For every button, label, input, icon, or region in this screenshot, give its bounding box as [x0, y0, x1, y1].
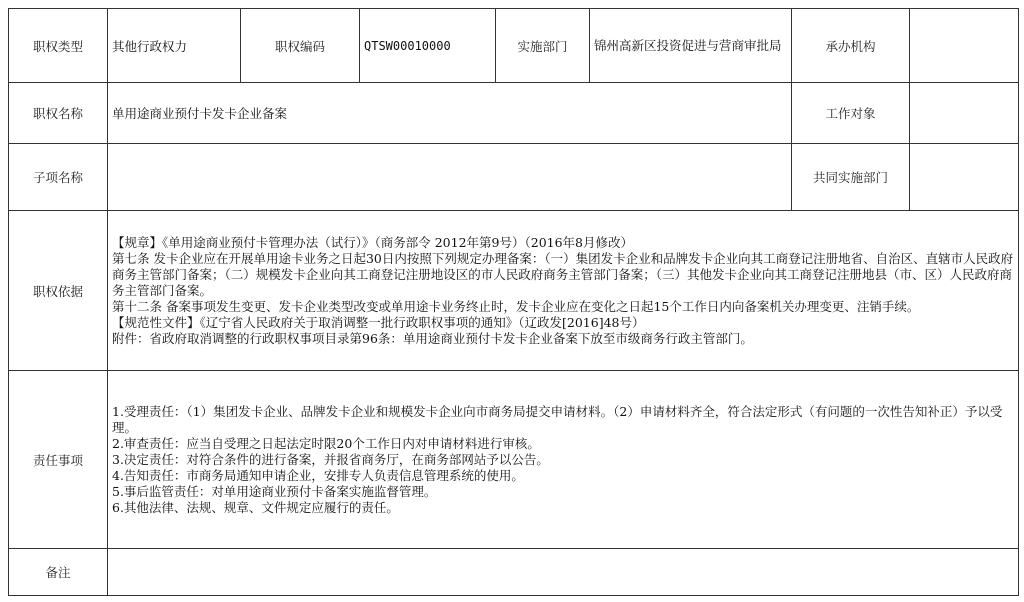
row-remark	[9, 549, 1019, 596]
legal-basis-line: 第七条 发卡企业应在开展单用途卡业务之日起30日内按照下列规定办理备案：（一）集团发卡企业和品牌发卡企业向其工商登记注册地省、自治区、直辖市人民政府商务主管部门备案；（二）规模发卡企业向其工商登记注册地设区的市人民政府商务主管部门备案；（三）其他发卡企业向其工商登记注册地县（市、区）人民政府商务主管部门备案。	[112, 250, 1014, 298]
joint-dept-label: 共同实施部门	[792, 144, 910, 211]
legal-basis-line: 【规章】《单用途商业预付卡管理办法（试行）》（商务部令 2012年第9号）（2016年8月修改）	[112, 234, 634, 250]
responsibility-line: 1.受理责任：（1）集团发卡企业、品牌发卡企业和规模发卡企业向市商务局提交申请材料。（2）申请材料齐全，符合法定形式（有问题的一次性告知补正）予以受理。	[112, 403, 1003, 435]
authority-code-label: 职权编码	[241, 9, 360, 83]
responsibility-line: 2.审查责任：应当自受理之日起法定时限20个工作日内对申请材料进行审核。	[112, 435, 540, 451]
legal-basis-line: 【规范性文件】《辽宁省人民政府关于取消调整一批行政职权事项的通知》（辽政发[2016]48号）	[112, 314, 645, 330]
remark-value	[108, 549, 1019, 596]
row-authority-type	[9, 9, 1019, 83]
implementing-dept-value: 锦州高新区投资促进与营商审批局	[590, 9, 792, 83]
authority-code-value: QTSW00010000	[360, 9, 496, 83]
row-authority-name	[9, 83, 1019, 144]
authority-type-label: 职权类型	[9, 9, 108, 83]
work-target-value	[910, 83, 1019, 144]
responsibility-label: 责任事项	[9, 371, 108, 549]
sub-item-value	[108, 144, 792, 211]
legal-basis-line: 第十二条 备案事项发生变更、发卡企业类型改变或单用途卡业务终止时，发卡企业应在变化之日起15个工作日内向备案机关办理变更、注销手续。	[112, 298, 920, 314]
legal-basis-label: 职权依据	[9, 211, 108, 371]
responsibility-line: 5.事后监管责任：对单用途商业预付卡备案实施监督管理。	[112, 483, 437, 499]
joint-dept-value	[910, 144, 1019, 211]
handling-agency-label: 承办机构	[792, 9, 910, 83]
row-legal-basis	[9, 211, 1019, 371]
responsibility-line: 4.告知责任：市商务局通知申请企业，安排专人负责信息管理系统的使用。	[112, 467, 524, 483]
responsibility-line: 3.决定责任：对符合条件的进行备案，并报省商务厅，在商务部网站予以公告。	[112, 451, 549, 467]
row-responsibility	[9, 371, 1019, 549]
authority-type-value: 其他行政权力	[108, 9, 241, 83]
handling-agency-value	[910, 9, 1019, 83]
legal-basis-content	[108, 211, 1019, 371]
authority-name-label: 职权名称	[9, 83, 108, 144]
authority-table	[8, 8, 1019, 596]
implementing-dept-label: 实施部门	[496, 9, 590, 83]
authority-name-value: 单用途商业预付卡发卡企业备案	[108, 83, 792, 144]
remark-label: 备注	[9, 549, 108, 596]
responsibility-line: 6.其他法律、法规、规章、文件规定应履行的责任。	[112, 499, 399, 515]
responsibility-content	[108, 371, 1019, 549]
row-sub-item	[9, 144, 1019, 211]
legal-basis-line: 附件：省政府取消调整的行政职权事项目录第96条：单用途商业预付卡发卡企业备案下放至市级商务行政主管部门。	[112, 330, 753, 346]
work-target-label: 工作对象	[792, 83, 910, 144]
sub-item-label: 子项名称	[9, 144, 108, 211]
